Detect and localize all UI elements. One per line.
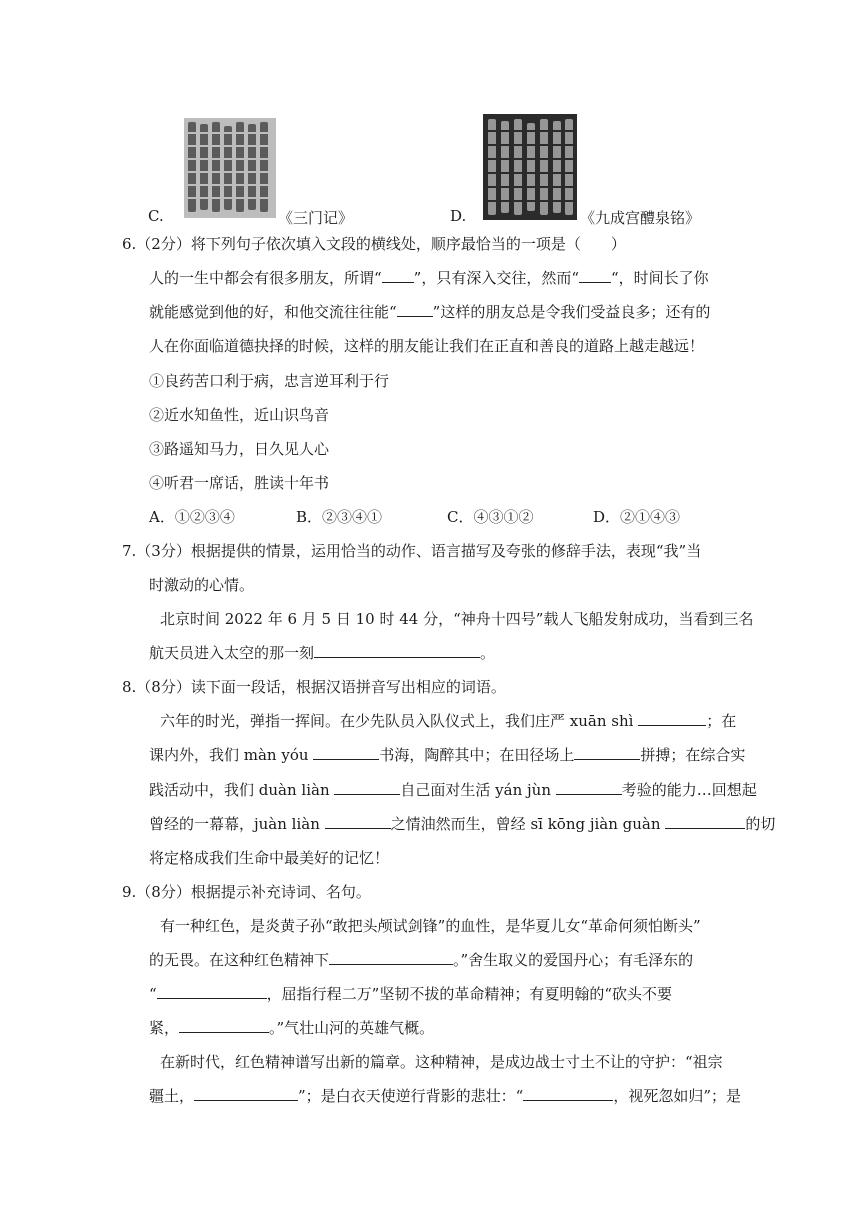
- q6-blank-1: [382, 267, 414, 283]
- calligraphy-jiuchenggong-image: [483, 114, 577, 220]
- q7-passage-line2: 航天员进入太空的那一刻 。: [149, 644, 496, 662]
- option-d-letter: D.: [450, 207, 467, 225]
- q9-blank-4[interactable]: [194, 1085, 298, 1101]
- q8-blank-duanlian[interactable]: [334, 779, 400, 795]
- q6-item-4: ④听君一席话，胜读十年书: [149, 474, 330, 492]
- q8-blank-manyou[interactable]: [313, 744, 379, 760]
- q6-item-2: ②近水知鱼性，近山识鸟音: [149, 406, 330, 424]
- q7-stem-line1: 7.（3分）根据提供的情景，运用恰当的动作、语言描写及夸张的修辞手法，表现“我”当: [122, 542, 702, 560]
- q6-blank-3: [397, 301, 433, 317]
- q9-line2: 的无畏。在这种红色精神下 。”舍生取义的爱国丹心；有毛泽东的: [149, 951, 694, 969]
- q6-item-3: ③路遥知马力，日久见人心: [149, 440, 330, 458]
- option-d-caption: 《九成宫醴泉铭》: [580, 209, 701, 227]
- q6-passage-line3: 人在你面临道德抉择的时候，这样的朋友能让我们在正直和善良的道路上越走越远！: [149, 337, 705, 355]
- q9-blank-2[interactable]: [157, 983, 267, 999]
- q8-blank-xuanshi[interactable]: [638, 710, 706, 726]
- q9-line1: 有一种红色，是炎黄子孙“敢把头颅试剑锋”的血性，是华夏儿女“革命何须怕断头”: [160, 917, 701, 935]
- q8-line3: 践活动中，我们 duàn liàn 自己面对生活 yán jùn 考验的能力…回想起: [149, 781, 757, 799]
- q6-passage-line1: 人的一生中都会有很多朋友，所谓“ ”，只有深入交往，然而“ “，时间长了你: [149, 269, 709, 287]
- q9-blank-3[interactable]: [179, 1017, 269, 1033]
- q9-blank-1[interactable]: [329, 949, 453, 965]
- q6-option-b[interactable]: B．②③④①: [296, 508, 383, 526]
- option-c-caption: 《三门记》: [278, 209, 354, 227]
- q6-option-d[interactable]: D．②①④③: [593, 508, 681, 526]
- q9-line4: 紧， 。”气壮山河的英雄气概。: [149, 1019, 435, 1037]
- q8-blank-juanlian[interactable]: [325, 813, 391, 829]
- q6-option-c[interactable]: C．④③①②: [447, 508, 534, 526]
- q8-blank-yanjun[interactable]: [556, 779, 622, 795]
- q9-line6: 疆土， ”；是白衣天使逆行背影的悲壮：“ ，视死忽如归”；是: [149, 1087, 742, 1105]
- q9-line3: “ ，屈指行程二万”坚韧不拔的革命精神；有夏明翰的“砍头不要: [149, 985, 673, 1003]
- q9-stem: 9.（8分）根据提示补充诗词、名句。: [122, 883, 371, 901]
- q6-passage-line2: 就能感觉到他的好，和他交流往往能“ ”这样的朋友总是令我们受益良多；还有的: [149, 303, 711, 321]
- q9-blank-5[interactable]: [523, 1085, 613, 1101]
- q6-blank-2: [579, 267, 611, 283]
- q8-line5: 将定格成我们生命中最美好的记忆！: [149, 849, 390, 867]
- q8-blank-tianjing[interactable]: [574, 744, 640, 760]
- q6-stem: 6.（2分）将下列句子依次填入文段的横线处，顺序最恰当的一项是（ ）: [122, 235, 626, 253]
- q6-item-1: ①良药苦口利于病，忠言逆耳利于行: [149, 372, 390, 390]
- q8-line1: 六年的时光，弹指一挥间。在少先队员入队仪式上，我们庄严 xuān shì ；在: [160, 712, 737, 730]
- q8-line2: 课内外，我们 màn yóu 书海，陶醉其中；在田径场上 拼搏；在综合实: [149, 746, 746, 764]
- q6-option-a[interactable]: A．①②③④: [149, 508, 235, 526]
- q7-stem-line2: 时激动的心情。: [149, 576, 255, 594]
- q7-answer-blank[interactable]: [314, 642, 480, 658]
- q8-blank-sikongjianguan[interactable]: [665, 813, 745, 829]
- q7-passage-line1: 北京时间 2022 年 6 月 5 日 10 时 44 分，“神舟十四号”载人飞船发射成功，当看到三名: [160, 610, 754, 628]
- q9-line5: 在新时代，红色精神谱写出新的篇章。这种精神，是成边战士寸土不让的守护：“祖宗: [160, 1053, 723, 1071]
- calligraphy-sanmenji-image: [184, 118, 276, 218]
- q8-line4: 曾经的一幕幕，juàn liàn 之情油然而生，曾经 sī kōng jiàn guàn 的切: [149, 815, 776, 833]
- option-c-letter: C.: [148, 207, 164, 225]
- q8-stem: 8.（8分）读下面一段话，根据汉语拼音写出相应的词语。: [122, 678, 506, 696]
